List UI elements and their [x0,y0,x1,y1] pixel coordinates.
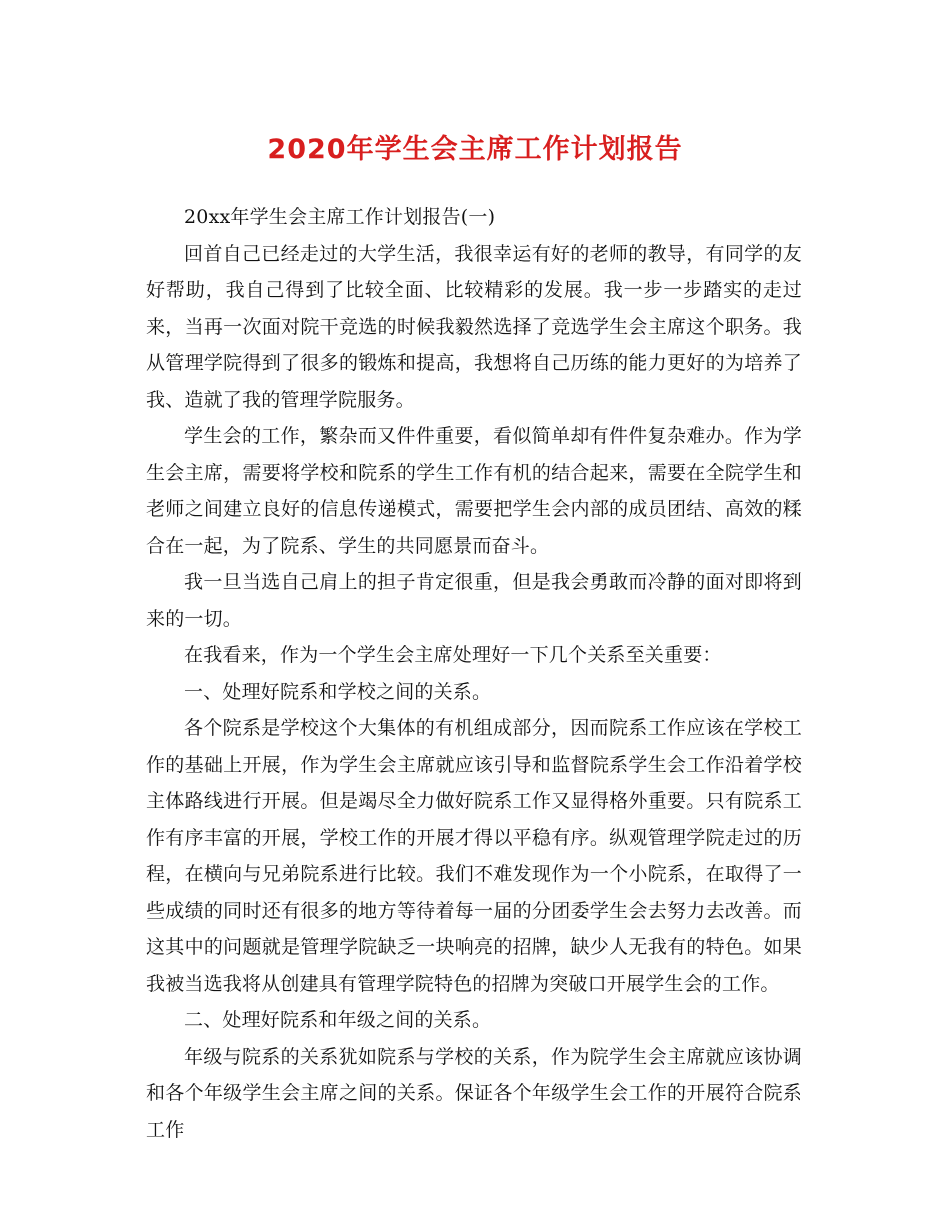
work-description-paragraph: 学生会的工作，繁杂而又件件重要，看似简单却有件件复杂难办。作为学生会主席，需要将学校和院系的学生工作有机的结合起来，需要在全院学生和老师之间建立良好的信息传递模式，需要把学生会内部的成员团结、高效的糅合在一起，为了院系、学生的共同愿景而奋斗。 [146,425,802,557]
section-2-paragraph: 年级与院系的关系犹如院系与学校的关系，作为院学生会主席就应该协调和各个年级学生会主席之间的关系。保证各个年级学生会工作的开展符合院系工作 [146,1045,802,1141]
section-heading-2: 二、处理好院系和年级之间的关系。 [184,1009,492,1031]
document-title: 2020年学生会主席工作计划报告 [267,134,683,165]
relations-intro-paragraph: 在我看来，作为一个学生会主席处理好一下几个关系至关重要： [184,644,722,666]
section-heading-1: 一、处理好院系和学校之间的关系。 [184,680,492,703]
subtitle-paragraph: 20xx年学生会主席工作计划报告(一) [184,206,496,228]
commitment-paragraph: 我一旦当选自己肩上的担子肯定很重，但是我会勇敢而冷静的面对即将到来的一切。 [146,571,802,630]
document-body [146,199,802,1148]
section-1-paragraph: 各个院系是学校这个大集体的有机组成部分，因而院系工作应该在学校工作的基础上开展，作为学生会主席就应该引导和监督院系学生会工作沿着学校主体路线进行开展。但是竭尽全力做好院系工作又显得格外重要。只有院系工作有序丰富的开展，学校工作的开展才得以平稳有序。纵观管理学院走过的历程，在横向与兄弟院系进行比较。我们不难发现作为一个小院系，在取得了一些成绩的同时还有很多的地方等待着每一届的分团委学生会去努力去改善。而这其中的问题就是管理学院缺乏一块响亮的招牌，缺少人无我有的特色。如果我被当选我将从创建具有管理学院特色的招牌为突破口开展学生会的工作。 [146,717,802,995]
intro-paragraph: 回首自己已经走过的大学生活，我很幸运有好的老师的教导，有同学的友好帮助，我自己得到了比较全面、比较精彩的发展。我一步一步踏实的走过来，当再一次面对院干竞选的时候我毅然选择了竞选学生会主席这个职务。我从管理学院得到了很多的锻炼和提高，我想将自己历练的能力更好的为培养了我、造就了我的管理学院服务。 [146,242,802,411]
